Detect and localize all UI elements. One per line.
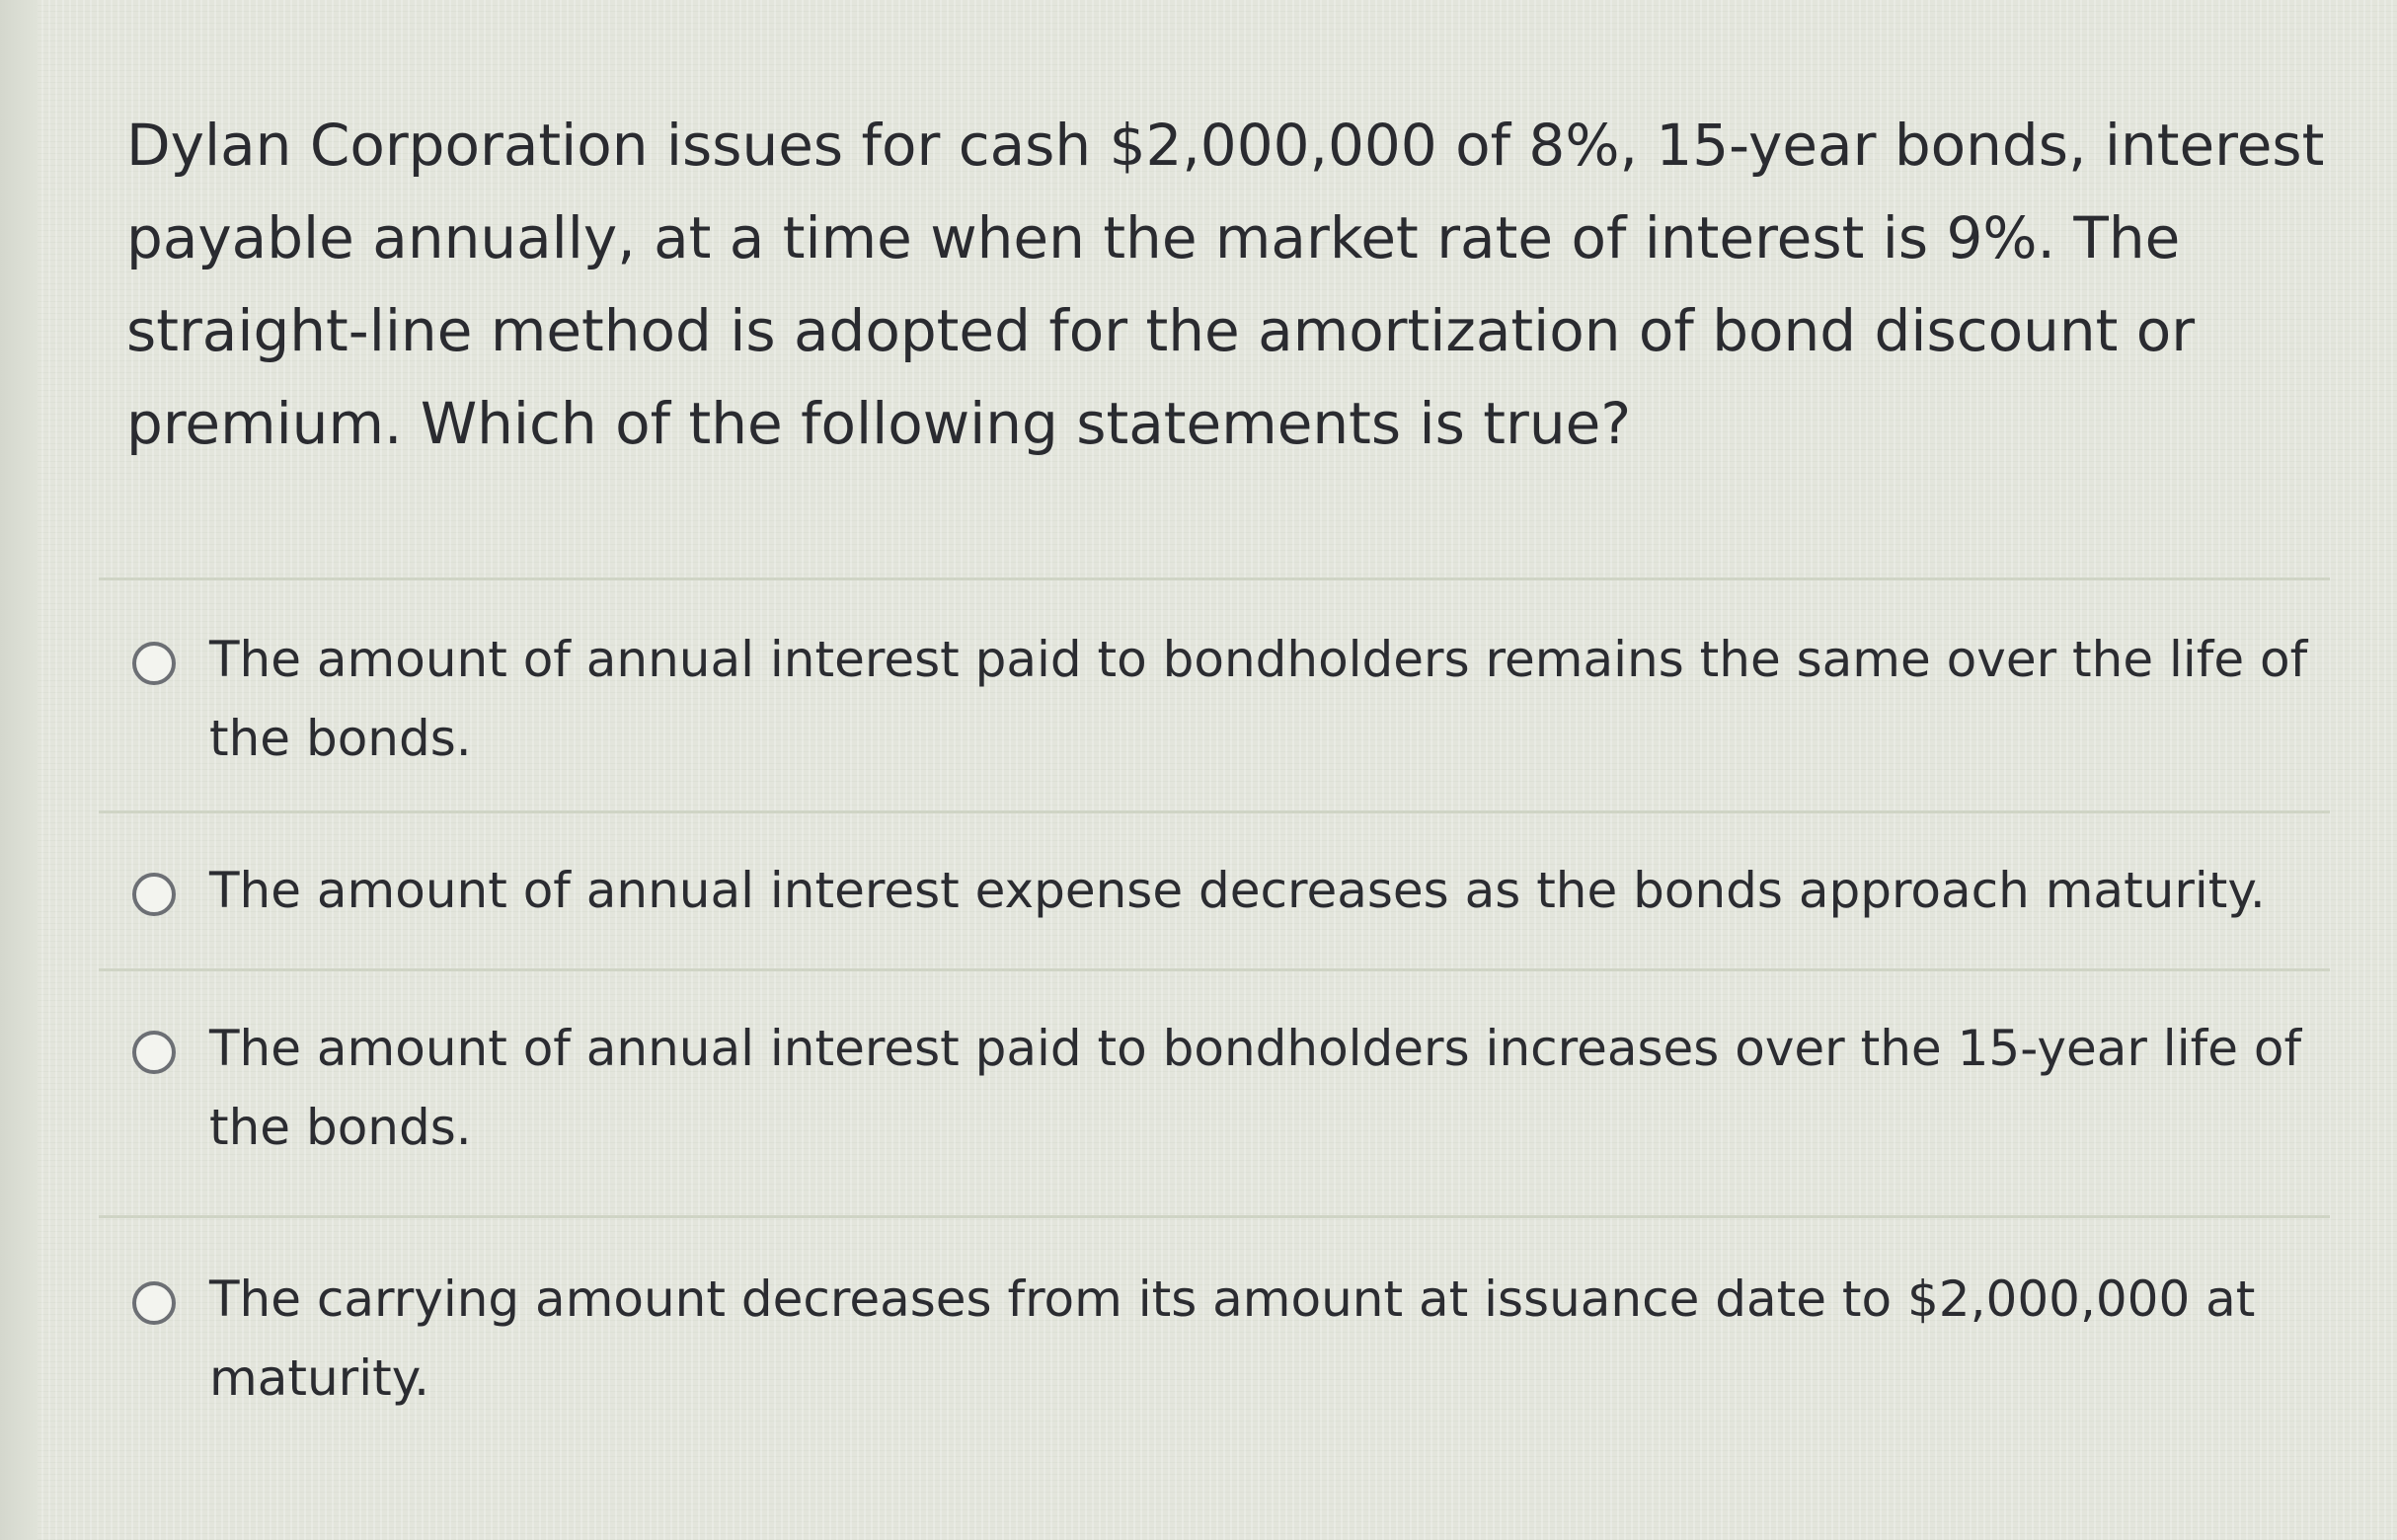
question-text [126, 99, 2325, 470]
question-line: premium. Which of the following statements is true? [126, 390, 1632, 457]
answer-option-line: The amount of annual interest paid to bondholders remains the same over the life of [209, 631, 2308, 688]
radio-button-icon[interactable] [132, 873, 176, 916]
answer-option-line: The carrying amount decreases from its amount at issuance date to $2,000,000 at [209, 1270, 2256, 1328]
answer-option-4[interactable] [99, 1215, 2330, 1482]
radio-button-icon[interactable] [132, 1031, 176, 1074]
answer-option-line: the bonds. [209, 710, 472, 767]
answer-option-label [209, 851, 2282, 930]
answer-option-line: The amount of annual interest expense decreases as the bonds approach maturity. [209, 862, 2266, 919]
answer-option-3[interactable] [99, 968, 2330, 1215]
answer-option-label [209, 1260, 2282, 1418]
answer-option-label [209, 620, 2308, 778]
screen-edge [0, 0, 38, 1540]
question-line: payable annually, at a time when the market rate of interest is 9%. The [126, 204, 2181, 271]
answer-option-line: the bonds. [209, 1099, 472, 1156]
answer-option-1[interactable] [99, 578, 2330, 810]
answer-options [99, 578, 2330, 1482]
answer-option-line: maturity. [209, 1349, 430, 1407]
answer-option-line: The amount of annual interest paid to bondholders increases over the 15-year life of [209, 1020, 2302, 1077]
question-line: Dylan Corporation issues for cash $2,000,000 of 8%, 15-year bonds, interest [126, 112, 2325, 179]
answer-option-2[interactable] [99, 810, 2330, 968]
radio-button-icon[interactable] [132, 642, 176, 685]
radio-button-icon[interactable] [132, 1281, 176, 1325]
question-line: straight-line method is adopted for the amortization of bond discount or [126, 297, 2196, 364]
answer-option-label [209, 1009, 2302, 1167]
